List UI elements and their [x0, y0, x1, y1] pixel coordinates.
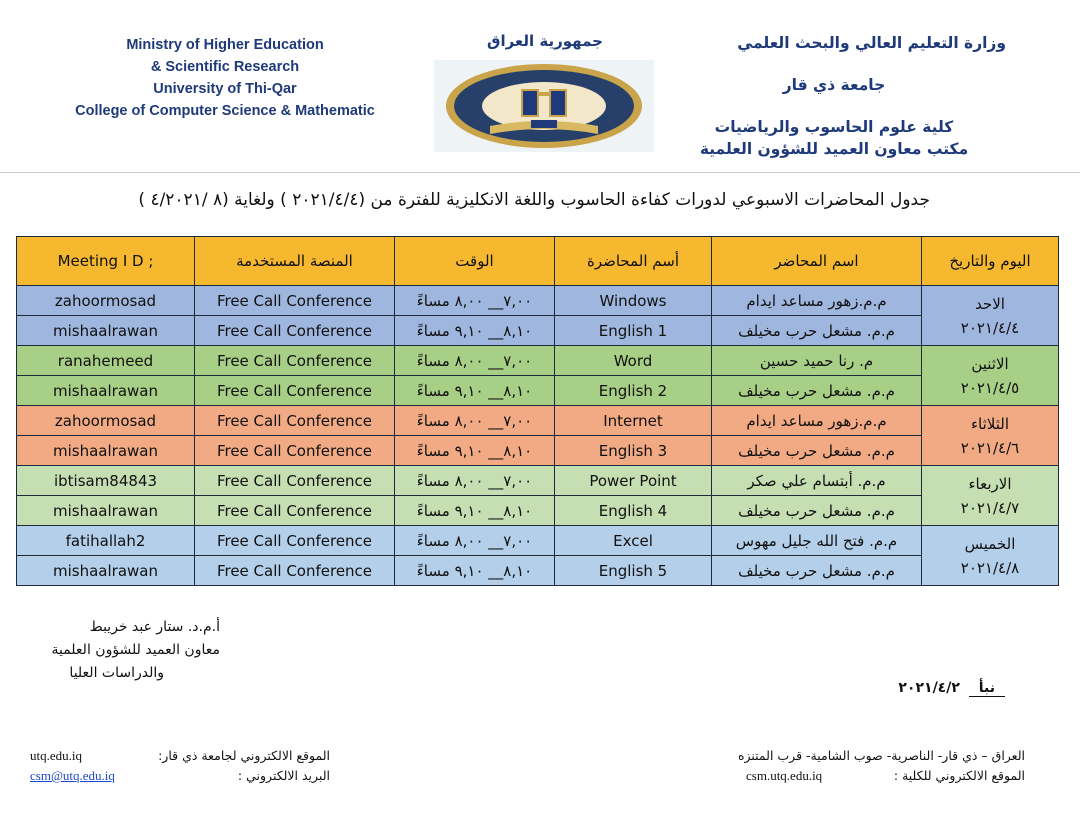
day-date-cell	[922, 346, 1059, 406]
day-date: ٢٠٢١/٤/٤	[960, 318, 1020, 337]
meeting-id-cell: ibtisam84843	[17, 466, 195, 496]
lecturer-cell: م.م. مشعل حرب مخيلف	[712, 376, 922, 406]
lecture-cell: Power Point	[555, 466, 712, 496]
day-date: ٢٠٢١/٤/٦	[960, 438, 1020, 457]
day-date-cell	[922, 466, 1059, 526]
lecture-cell: Internet	[555, 406, 712, 436]
platform-cell: Free Call Conference	[195, 436, 395, 466]
issue-date-value: ٢٠٢١/٤/٢	[898, 680, 960, 696]
lecture-cell: Word	[555, 346, 712, 376]
lecture-cell: English 4	[555, 496, 712, 526]
day-name: الاحد	[975, 294, 1005, 313]
table-row	[17, 556, 1059, 586]
english-header	[40, 34, 410, 122]
time-cell: ٧,٠٠__ ٨,٠٠ مساءً	[395, 406, 555, 436]
lecture-cell: English 1	[555, 316, 712, 346]
meeting-id-cell: mishaalrawan	[17, 436, 195, 466]
day-group-tuesday	[17, 406, 1059, 466]
college-logo	[434, 60, 654, 152]
meeting-id-cell: mishaalrawan	[17, 556, 195, 586]
platform-cell: Free Call Conference	[195, 286, 395, 316]
day-date: ٢٠٢١/٤/٧	[960, 498, 1020, 517]
office-name-ar: مكتب معاون العميد للشؤون العلمية	[699, 140, 969, 158]
platform-cell: Free Call Conference	[195, 406, 395, 436]
ministry-name-ar: وزارة التعليم العالي والبحث العلمي	[737, 34, 1006, 52]
signatory-name: أ.م.د. ستار عبد خريبط	[89, 619, 220, 635]
day-group-wednesday	[17, 466, 1059, 526]
platform-cell: Free Call Conference	[195, 466, 395, 496]
meeting-id-cell: mishaalrawan	[17, 496, 195, 526]
header-divider	[0, 172, 1080, 173]
college-website-label: الموقع الالكتروني للكلية :	[893, 768, 1025, 783]
university-website-link[interactable]: utq.edu.iq	[30, 748, 82, 763]
issue-date-label: نبأ	[969, 680, 1005, 697]
header-day-date: اليوم والتاريخ	[922, 237, 1059, 286]
time-cell: ٨,١٠__ ٩,١٠ مساءً	[395, 376, 555, 406]
arabic-header	[644, 32, 1024, 160]
day-name: الخميس	[964, 534, 1016, 553]
platform-cell: Free Call Conference	[195, 526, 395, 556]
lecturer-cell: م.م. مشعل حرب مخيلف	[712, 496, 922, 526]
table-row	[17, 466, 1059, 496]
lecture-cell: Excel	[555, 526, 712, 556]
time-cell: ٧,٠٠__ ٨,٠٠ مساءً	[395, 286, 555, 316]
signature-block	[20, 616, 220, 685]
table-row	[17, 526, 1059, 556]
signatory-title-2: والدراسات العليا	[69, 665, 164, 681]
lecture-cell: Windows	[555, 286, 712, 316]
meeting-id-cell: zahoormosad	[17, 286, 195, 316]
lecture-cell: English 5	[555, 556, 712, 586]
platform-cell: Free Call Conference	[195, 496, 395, 526]
platform-cell: Free Call Conference	[195, 316, 395, 346]
footer-contact	[30, 746, 330, 786]
lecturer-cell: م.م. أبتسام علي صكر	[712, 466, 922, 496]
schedule-table	[16, 236, 1059, 586]
table-row	[17, 316, 1059, 346]
lecturer-cell: م. رنا حميد حسين	[712, 346, 922, 376]
university-name-en: University of Thi-Qar	[153, 81, 297, 97]
time-cell: ٨,١٠__ ٩,١٠ مساءً	[395, 316, 555, 346]
schedule-title: جدول المحاضرات الاسبوعي لدورات كفاءة الحاسوب واللغة الانكليزية للفترة من (٢٠٢١/٤/٤ ) ولغاية (٨ /٤/٢٠٢١ )	[138, 190, 930, 210]
lecture-cell: English 2	[555, 376, 712, 406]
day-group-monday	[17, 346, 1059, 406]
lecturer-cell: م.م.زهور مساعد ايدام	[712, 286, 922, 316]
signatory-title: معاون العميد للشؤون العلمية	[51, 642, 220, 658]
college-logo-emblem-icon	[434, 60, 654, 152]
lecturer-cell: م.م. مشعل حرب مخيلف	[712, 316, 922, 346]
day-group-sunday	[17, 286, 1059, 346]
day-date-cell	[922, 286, 1059, 346]
time-cell: ٧,٠٠__ ٨,٠٠ مساءً	[395, 466, 555, 496]
table-header-row	[17, 237, 1059, 286]
header-time: الوقت	[395, 237, 555, 286]
email-link[interactable]: csm@utq.edu.iq	[30, 768, 115, 783]
platform-cell: Free Call Conference	[195, 346, 395, 376]
day-date: ٢٠٢١/٤/٨	[960, 558, 1020, 577]
college-name-en: College of Computer Science & Mathematic	[75, 103, 375, 119]
day-date: ٢٠٢١/٤/٥	[960, 378, 1020, 397]
time-cell: ٨,١٠__ ٩,١٠ مساءً	[395, 556, 555, 586]
day-group-thursday	[17, 526, 1059, 586]
college-website-link[interactable]: csm.utq.edu.iq	[746, 768, 823, 783]
table-row	[17, 436, 1059, 466]
ministry-name-en: Ministry of Higher Education	[126, 37, 324, 53]
email-label: البريد الالكتروني :	[237, 768, 330, 783]
lecture-cell: English 3	[555, 436, 712, 466]
lecturer-cell: م.م.زهور مساعد ايدام	[712, 406, 922, 436]
college-name-ar: كلية علوم الحاسوب والرياضيات	[714, 118, 954, 136]
header-meeting-id: Meeting I D ;	[17, 237, 195, 286]
platform-cell: Free Call Conference	[195, 556, 395, 586]
meeting-id-cell: fatihallah2	[17, 526, 195, 556]
meeting-id-cell: mishaalrawan	[17, 376, 195, 406]
meeting-id-cell: mishaalrawan	[17, 316, 195, 346]
republic-title: جمهورية العراق	[487, 32, 603, 50]
meeting-id-cell: ranahemeed	[17, 346, 195, 376]
time-cell: ٨,١٠__ ٩,١٠ مساءً	[395, 436, 555, 466]
table-row	[17, 376, 1059, 406]
table-row	[17, 496, 1059, 526]
table-row	[17, 286, 1059, 316]
platform-cell: Free Call Conference	[195, 376, 395, 406]
day-date-cell	[922, 406, 1059, 466]
day-date-cell	[922, 526, 1059, 586]
day-name: الاثنين	[971, 354, 1009, 373]
day-name: الاربعاء	[968, 474, 1012, 493]
time-cell: ٧,٠٠__ ٨,٠٠ مساءً	[395, 346, 555, 376]
ministry-subtitle-en: & Scientific Research	[150, 59, 300, 75]
lecturer-cell: م.م. مشعل حرب مخيلف	[712, 436, 922, 466]
header-lecture: أسم المحاضرة	[555, 237, 712, 286]
issue-date	[870, 680, 1005, 696]
footer-address	[690, 746, 1025, 786]
header-platform: المنصة المستخدمة	[195, 237, 395, 286]
address-text: العراق – ذي قار- الناصرية- صوب الشامية- قرب المتنزه	[737, 748, 1025, 763]
lecturer-cell: م.م. مشعل حرب مخيلف	[712, 556, 922, 586]
university-website-label: الموقع الالكتروني لجامعة ذي قار:	[158, 748, 330, 763]
table-row	[17, 406, 1059, 436]
table-row	[17, 346, 1059, 376]
meeting-id-cell: zahoormosad	[17, 406, 195, 436]
university-name-ar: جامعة ذي قار	[782, 76, 886, 94]
time-cell: ٧,٠٠__ ٨,٠٠ مساءً	[395, 526, 555, 556]
day-name: الثلاثاء	[970, 414, 1009, 433]
lecturer-cell: م.م. فتح الله جليل مهوس	[712, 526, 922, 556]
time-cell: ٨,١٠__ ٩,١٠ مساءً	[395, 496, 555, 526]
header-lecturer: اسم المحاضر	[712, 237, 922, 286]
